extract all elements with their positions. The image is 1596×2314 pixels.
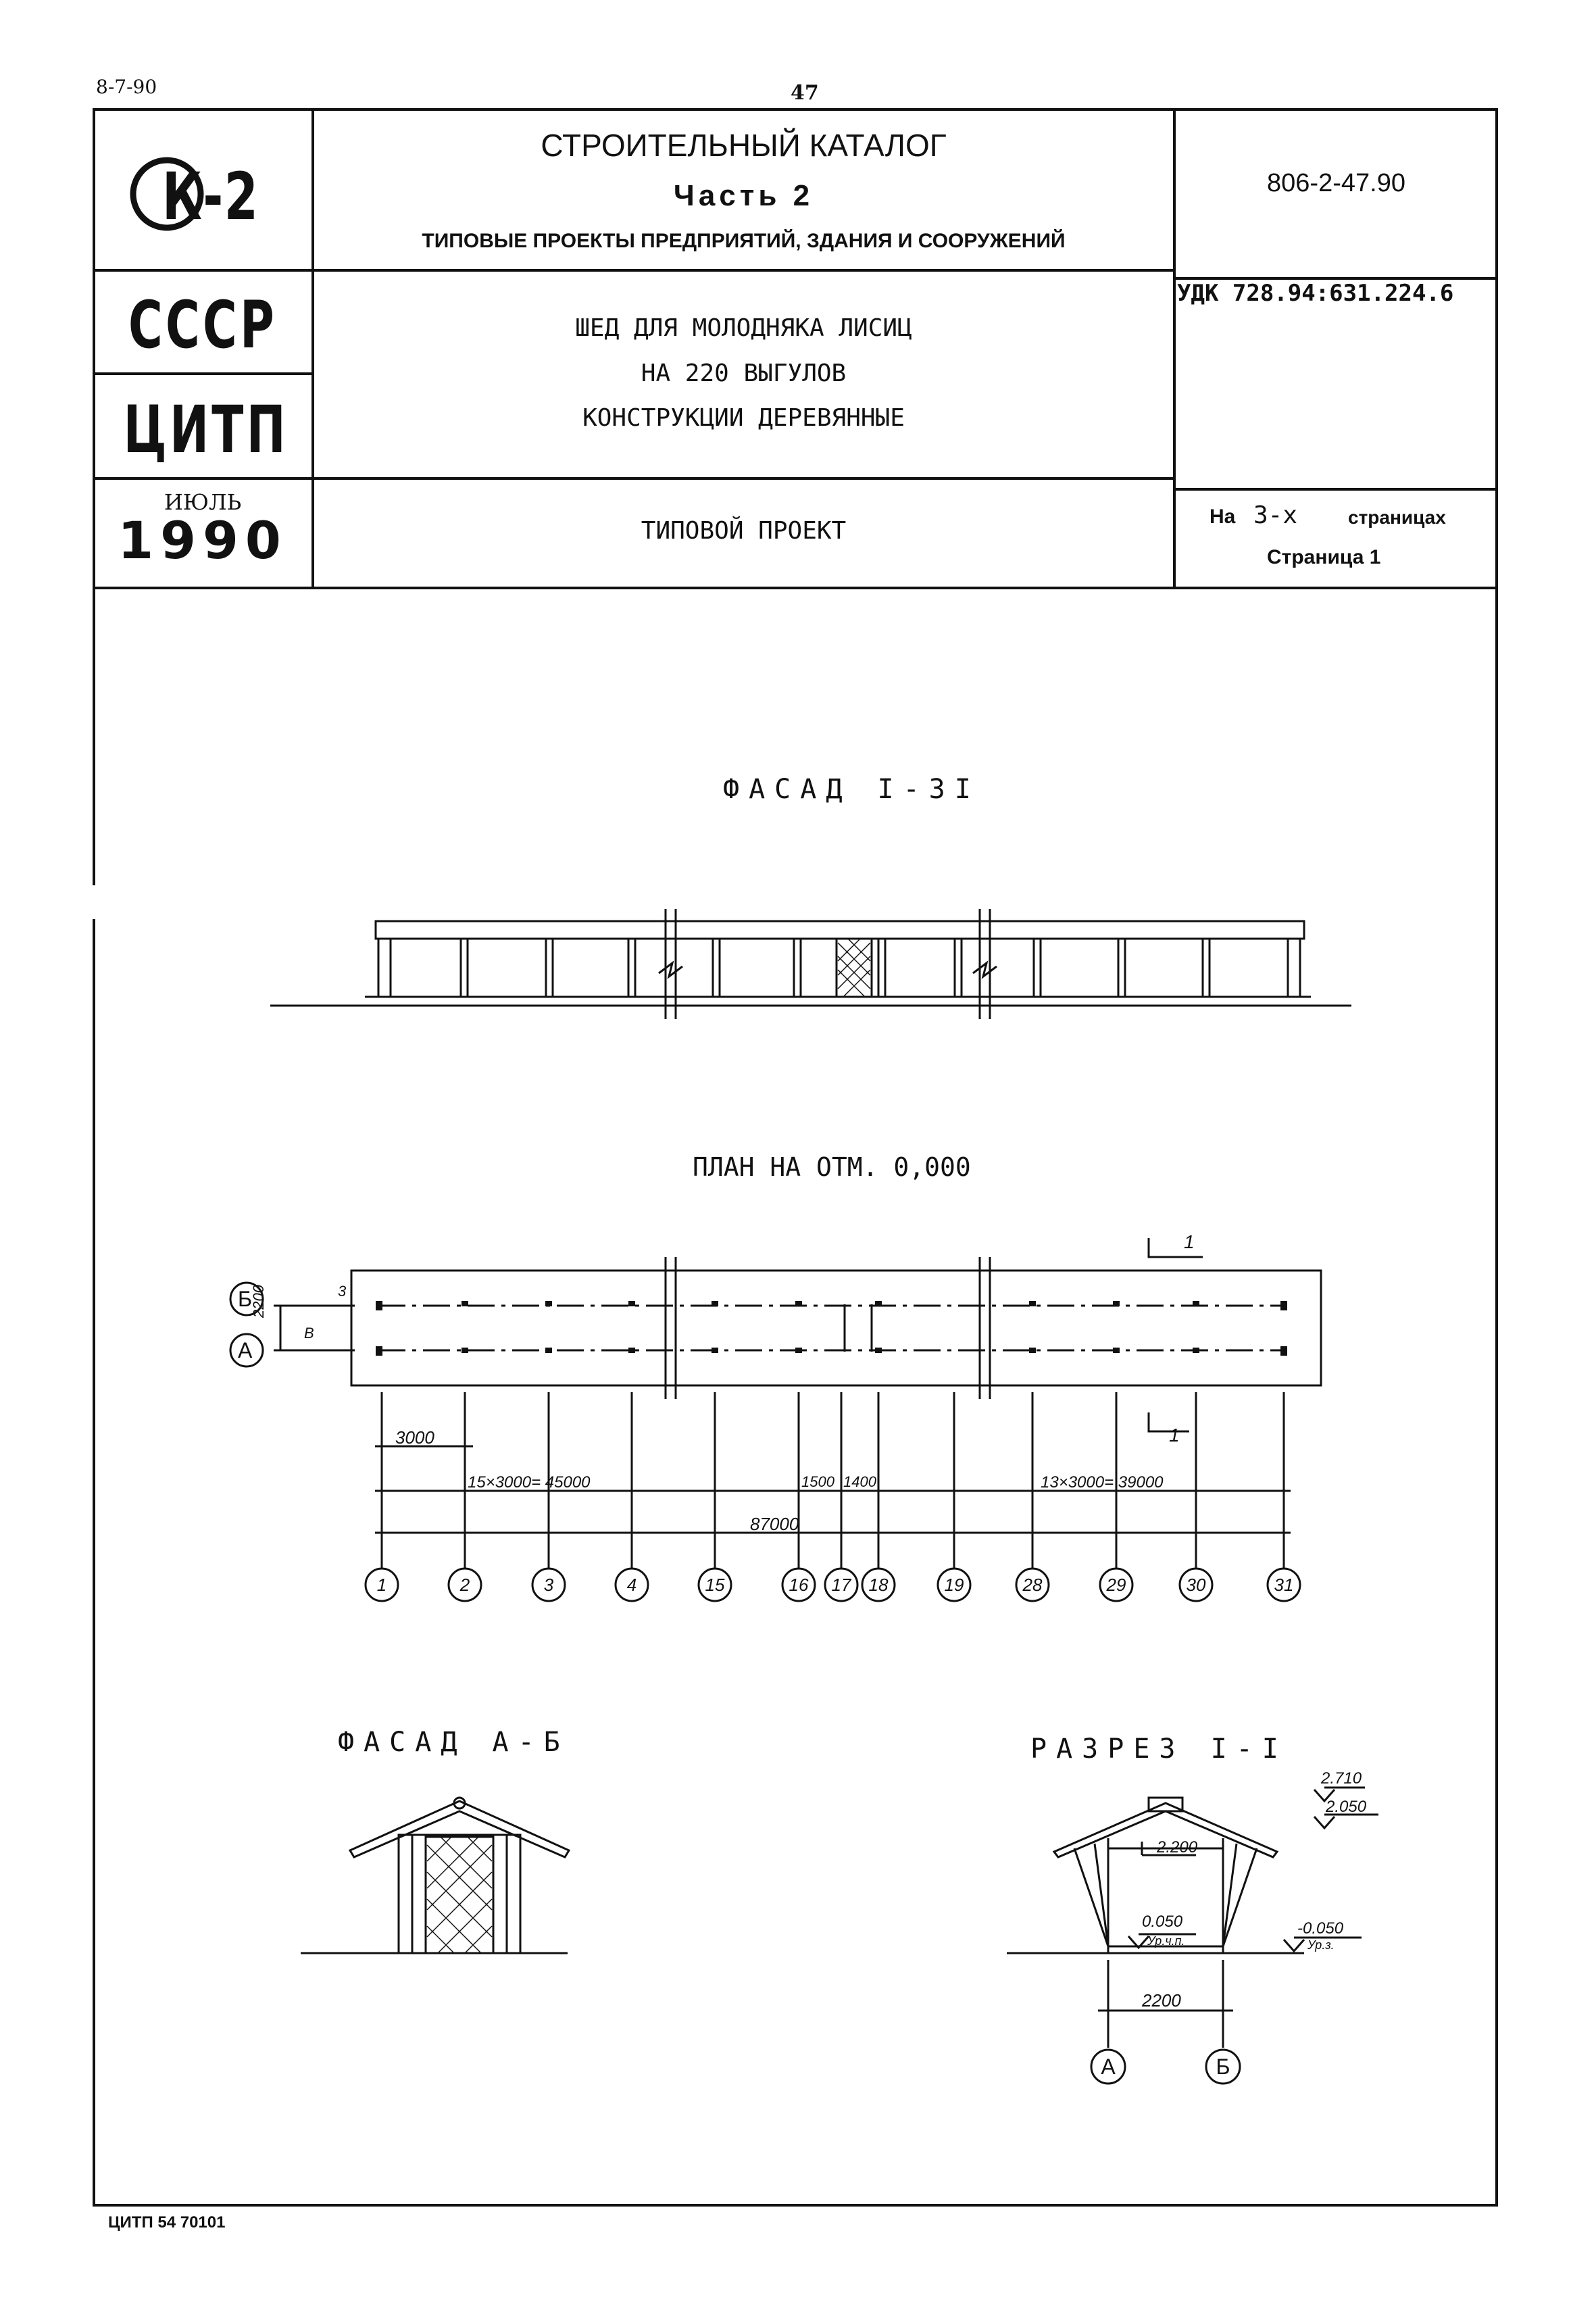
facade-long-title: ФАСАД I-3I bbox=[723, 774, 980, 805]
plan-dim-left: 15×3000= 45000 bbox=[468, 1473, 591, 1492]
project-type: ТИПОВОЙ ПРОЕКТ bbox=[641, 517, 847, 545]
catalog-part-subtitle: ТИПОВЫЕ ПРОЕКТЫ ПРЕДПРИЯТИЙ, ЗДАНИЯ И СООРУЖЕНИЙ bbox=[422, 230, 1066, 252]
catalog-title: СТРОИТЕЛЬНЫЙ КАТАЛОГ bbox=[541, 128, 947, 163]
axis-number: 2 bbox=[459, 1575, 470, 1595]
country-label: СССР bbox=[128, 287, 278, 363]
section-mark-bottom: 1 bbox=[1169, 1425, 1180, 1446]
plan-dim-right: 13×3000= 39000 bbox=[1041, 1473, 1164, 1492]
axis-number: 30 bbox=[1186, 1575, 1206, 1595]
org-label: ЦИТП bbox=[123, 392, 289, 468]
year-label: 1990 bbox=[118, 510, 288, 570]
logo-text: К-2 bbox=[162, 159, 259, 235]
section-floor-label: Ур.ч.п. bbox=[1147, 1934, 1185, 1948]
axis-number: 29 bbox=[1106, 1575, 1126, 1595]
project-title-line-3: КОНСТРУКЦИИ ДЕРЕВЯННЫЕ bbox=[582, 404, 905, 432]
plan-dim-width: 2200 bbox=[250, 1285, 267, 1318]
plan-dim-1500: 1500 bbox=[801, 1473, 834, 1490]
section-elev-2200: 2.200 bbox=[1157, 1838, 1198, 1856]
axis-letter-b: Б bbox=[238, 1287, 252, 1311]
section-mark-top: 1 bbox=[1184, 1231, 1195, 1252]
axis-letter-a: А bbox=[238, 1338, 253, 1362]
page-number: 47 bbox=[791, 81, 819, 105]
section-axis-b: Б bbox=[1216, 2054, 1230, 2079]
catalog-part: Часть 2 bbox=[673, 179, 814, 212]
pages-suffix: страницах bbox=[1348, 507, 1446, 528]
plan-dim-1400: 1400 bbox=[843, 1473, 876, 1490]
axis-number: 28 bbox=[1022, 1575, 1043, 1595]
pages-prefix: На bbox=[1210, 506, 1236, 528]
plan-title: ПЛАН НА ОТМ. 0,000 bbox=[693, 1152, 971, 1182]
plan-dim-3000: 3000 bbox=[395, 1427, 434, 1448]
section-elev-ground: -0.050 bbox=[1297, 1919, 1344, 1938]
footer-code: ЦИТП 54 70101 bbox=[108, 2213, 226, 2232]
axis-number: 16 bbox=[789, 1575, 809, 1595]
axis-number: 19 bbox=[944, 1575, 964, 1595]
axis-number: 17 bbox=[831, 1575, 851, 1595]
facade-end-title: ФАСАД А-Б bbox=[338, 1727, 570, 1758]
section-elev-2050: 2.050 bbox=[1326, 1798, 1367, 1816]
section-ground-label: Ур.з. bbox=[1307, 1938, 1335, 1952]
page-label: Страница 1 bbox=[1267, 546, 1381, 568]
axis-number: 15 bbox=[705, 1575, 725, 1595]
section-title: РАЗРЕЗ I-I bbox=[1030, 1733, 1288, 1765]
doc-date-code: 8-7-90 bbox=[96, 76, 157, 98]
axis-number: 1 bbox=[376, 1575, 387, 1595]
axis-number: 31 bbox=[1274, 1575, 1294, 1595]
project-title-line-1: ШЕД ДЛЯ МОЛОДНЯКА ЛИСИЦ bbox=[575, 314, 912, 342]
plan-label-b: В bbox=[304, 1325, 314, 1341]
udk-code: УДК 728.94:631.224.6 bbox=[1177, 280, 1454, 307]
axis-number: 3 bbox=[543, 1575, 554, 1595]
section-elev-floor: 0.050 bbox=[1142, 1913, 1183, 1931]
axis-number: 4 bbox=[626, 1575, 637, 1595]
plan-dim-total: 87000 bbox=[750, 1514, 799, 1534]
month-label: ИЮЛЬ bbox=[164, 489, 242, 515]
section-axis-a: А bbox=[1101, 2054, 1116, 2079]
project-title-line-2: НА 220 ВЫГУЛОВ bbox=[641, 360, 847, 387]
doc-number: 806-2-47.90 bbox=[1267, 169, 1405, 197]
plan-label-3: 3 bbox=[338, 1283, 347, 1300]
section-dim-span: 2200 bbox=[1142, 1990, 1181, 2011]
axis-number: 18 bbox=[868, 1575, 889, 1595]
pages-count: 3-х bbox=[1253, 501, 1298, 529]
section-elev-top: 2.710 bbox=[1321, 1769, 1362, 1788]
